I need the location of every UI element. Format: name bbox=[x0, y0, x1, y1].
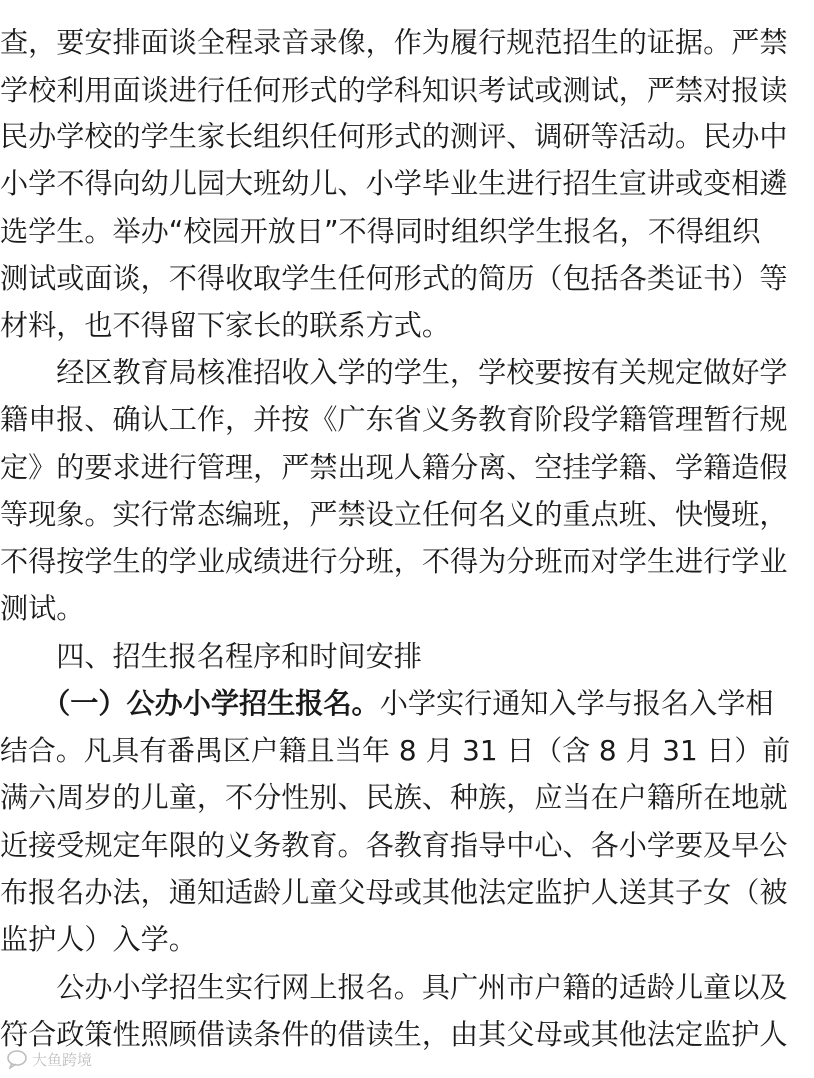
text-line bbox=[0, 441, 814, 495]
line-text: 近接受规定年限的义务教育。各教育指导中心、各小学要及早公 bbox=[0, 829, 788, 862]
line-text: 四、招生报名程序和时间安排 bbox=[0, 640, 422, 673]
line-text: 符合政策性照顾借读条件的借读生，由其父母或其他法定监护人 bbox=[0, 1018, 788, 1051]
text-line bbox=[0, 157, 814, 211]
text-line bbox=[0, 866, 814, 920]
watermark-text: 大鱼跨境 bbox=[32, 1050, 93, 1069]
line-text: 民办学校的学生家长组织任何形式的测评、调研等活动。民办中 bbox=[0, 120, 788, 153]
watermark bbox=[6, 1046, 92, 1072]
line-text: 公办小学招生实行网上报名。具广州市户籍的适龄儿童以及 bbox=[0, 971, 788, 1004]
text-line bbox=[0, 961, 814, 1015]
text-line bbox=[0, 771, 814, 825]
line-text: 小学实行通知入学与报名入学相 bbox=[379, 687, 774, 720]
subsection-heading: （一）公办小学招生报名。 bbox=[0, 687, 380, 720]
text-line bbox=[0, 393, 814, 447]
text-line bbox=[0, 346, 814, 400]
line-text: 小学不得向幼儿园大班幼儿、小学毕业生进行招生宣讲或变相遴 bbox=[0, 167, 788, 200]
text-line bbox=[0, 1008, 814, 1062]
text-line bbox=[0, 488, 814, 542]
line-text: 查，要安排面谈全程录音录像，作为履行规范招生的证据。严禁 bbox=[0, 26, 788, 59]
line-text: 籍申报、确认工作，并按《广东省义务教育阶段学籍管理暂行规 bbox=[0, 403, 788, 436]
line-text: 经区教育局核准招收入学的学生，学校要按有关规定做好学 bbox=[0, 356, 788, 389]
line-text: 不得按学生的学业成绩进行分班，不得为分班而对学生进行学业 bbox=[0, 545, 788, 578]
text-line bbox=[0, 582, 814, 636]
text-line bbox=[0, 819, 814, 873]
line-text: 测试。 bbox=[0, 592, 85, 625]
line-text: 结合。凡具有番禺区户籍且当年 8 月 31 日（含 8 月 31 日）前 bbox=[0, 734, 791, 767]
line-text: 材料，也不得留下家长的联系方式。 bbox=[0, 309, 451, 342]
text-line bbox=[0, 913, 814, 967]
line-text: 选学生。举办“校园开放日”不得同时组织学生报名，不得组织 bbox=[0, 215, 761, 248]
text-line bbox=[0, 299, 814, 353]
text-line bbox=[0, 724, 814, 778]
text-line bbox=[0, 677, 814, 731]
text-line bbox=[0, 535, 814, 589]
text-line bbox=[0, 110, 814, 164]
line-text: 学校利用面谈进行任何形式的学科知识考试或测试，严禁对报读 bbox=[0, 74, 788, 107]
line-text: 定》的要求进行管理，严禁出现人籍分离、空挂学籍、学籍造假 bbox=[0, 451, 788, 484]
text-line bbox=[0, 205, 814, 259]
line-text: 等现象。实行常态编班，严禁设立任何名义的重点班、快慢班， bbox=[0, 498, 788, 531]
line-text: 测试或面谈，不得收取学生任何形式的简历（包括各类证书）等 bbox=[0, 262, 788, 295]
line-text: 满六周岁的儿童，不分性别、民族、种族，应当在户籍所在地就 bbox=[0, 781, 788, 814]
text-line bbox=[0, 16, 814, 70]
speech-bubble-icon bbox=[6, 1049, 28, 1069]
section-heading bbox=[0, 630, 814, 684]
line-text: 监护人）入学。 bbox=[0, 923, 197, 956]
line-text: 布报名办法，通知适龄儿童父母或其他法定监护人送其子女（被 bbox=[0, 876, 788, 909]
text-line bbox=[0, 252, 814, 306]
